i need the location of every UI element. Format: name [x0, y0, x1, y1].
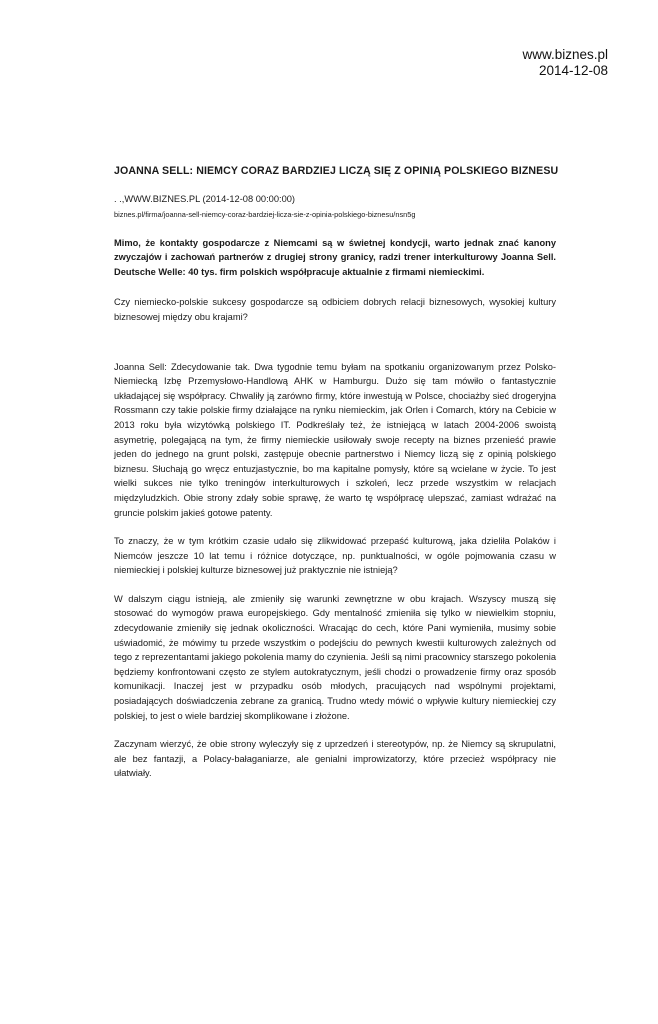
- question-1: Czy niemiecko-polskie sukcesy gospodarcze są odbiciem dobrych relacji biznesowych, wysokiej kultury biznesowej między obu krajami?: [114, 297, 556, 322]
- article-url: biznes.pl/firma/joanna-sell-niemcy-coraz-bardziej-licza-sie-z-opinia-polskiego-biznesu/nsn5g: [114, 209, 416, 219]
- spacer: [114, 325, 556, 360]
- article-title: JOANNA SELL: NIEMCY CORAZ BARDZIEJ LICZĄ SIĘ Z OPINIĄ POLSKIEGO BIZNESU: [114, 165, 559, 177]
- answer-2: W dalszym ciągu istnieją, ale zmieniły się warunki zewnętrzne w obu krajach. Wszyscy muszą się stosować do wymogów prawa europejskiego. Gdy mentalność zmieniła się tylko w niewielkim stopniu, zdecydowanie zmieniły się jednak okoliczności. Wracając do cech, które Pani wymieniła, musimy sobie uświadomić, że mówimy tu przede wszystkim o podejściu do pewnych kwestii kulturowych zależnych od tego z reprezentantami jakiego pokolenia mamy do czynienia. Jeśli są nimi pracownicy starszego pokolenia będziemy konfrontowani często ze stylem autokratycznym, jeśli chodzi o prowadzenie firmy oraz sposób komunikacji. Inaczej jest w przypadku osób młodych, pracujących nad wspólnymi projektami, posiadających doświadczenia zebrane za granicą. Trudno wtedy mówić o wpływie kultury niemieckiej czy polskiej, to jest o wiele bardziej skomplikowane i złożone.: [114, 593, 556, 721]
- question-2: To znaczy, że w tym krótkim czasie udało się zlikwidować przepaść kulturową, jaka dzieliła Polaków i Niemców jeszcze 10 lat temu i różnice dotyczące, np. punktualności, w ogóle pojmowania czasu w niemieckiej i polskiej kulturze biznesowej już praktycznie nie istnieją?: [114, 536, 556, 576]
- site-name: www.biznes.pl: [522, 47, 608, 62]
- page-header: [522, 47, 608, 79]
- spacer: [114, 520, 556, 534]
- question-3: Zaczynam wierzyć, że obie strony wyleczyły się z uprzedzeń i stereotypów, np. że Niemcy są skrupulatni, ale bez fantazji, a Polacy-bałaganiarze, ale genialni improwizatorzy, które przecież współpracy nie ułatwiały.: [114, 739, 556, 779]
- article-lead: Mimo, że kontakty gospodarcze z Niemcami są w świetnej kondycji, warto jednak znać kanony zwyczajów i zachowań partnerów z drugiej strony granicy, radzi trener interkulturowy Joanna Sell. Deutsche Welle: 40 tys. firm polskich współpracuje aktualnie z firmami niemieckimi.: [114, 237, 556, 277]
- header-date: 2014-12-08: [538, 63, 608, 78]
- spacer: [114, 723, 556, 737]
- article: [114, 164, 559, 781]
- answer-1: Joanna Sell: Zdecydowanie tak. Dwa tygodnie temu byłam na spotkaniu organizowanym przez Polsko-Niemiecką Izbę Przemysłowo-Handlową AHK w Hamburgu. Dużo się tam mówiło o fantastycznie układającej się współpracy. Chwaliły ją zarówno firmy, które inwestują w Polsce, chociażby sieć drogeryjna Rossmann czy takie polskie firmy działające na rynku niemieckim, jak Orlen i Comarch, który na Cebicie w 2013 roku była wizytówką polskiego IT. Podkreślały też, że istniejącą w latach 2004-2006 swoistą asymetrię, polegającą na tym, że firmy niemieckie usiłowały swoje recepty na biznes przenieść prawie jeden do jednego na grunt polski, zastępuje obecnie partnerstwo i Niemcy liczą się z opinią polskiego biznesu. Słuchają go wręcz entuzjastycznie, bo ma kapitalne pomysły, które są wcielane w życie. To jest wielki sukces nie tylko treningów interkulturowych i szkoleń, lecz przede wszystkim w relacjach międzyludzkich. Obie strony zdały sobie sprawę, że warto tę współpracę ulepszać, zamiast wdrażać na gruncie polskim jakieś gotowe patenty.: [114, 361, 556, 518]
- source-line: . .,WWW.BIZNES.PL (2014-12-08 00:00:00): [114, 194, 296, 204]
- spacer: [114, 578, 556, 592]
